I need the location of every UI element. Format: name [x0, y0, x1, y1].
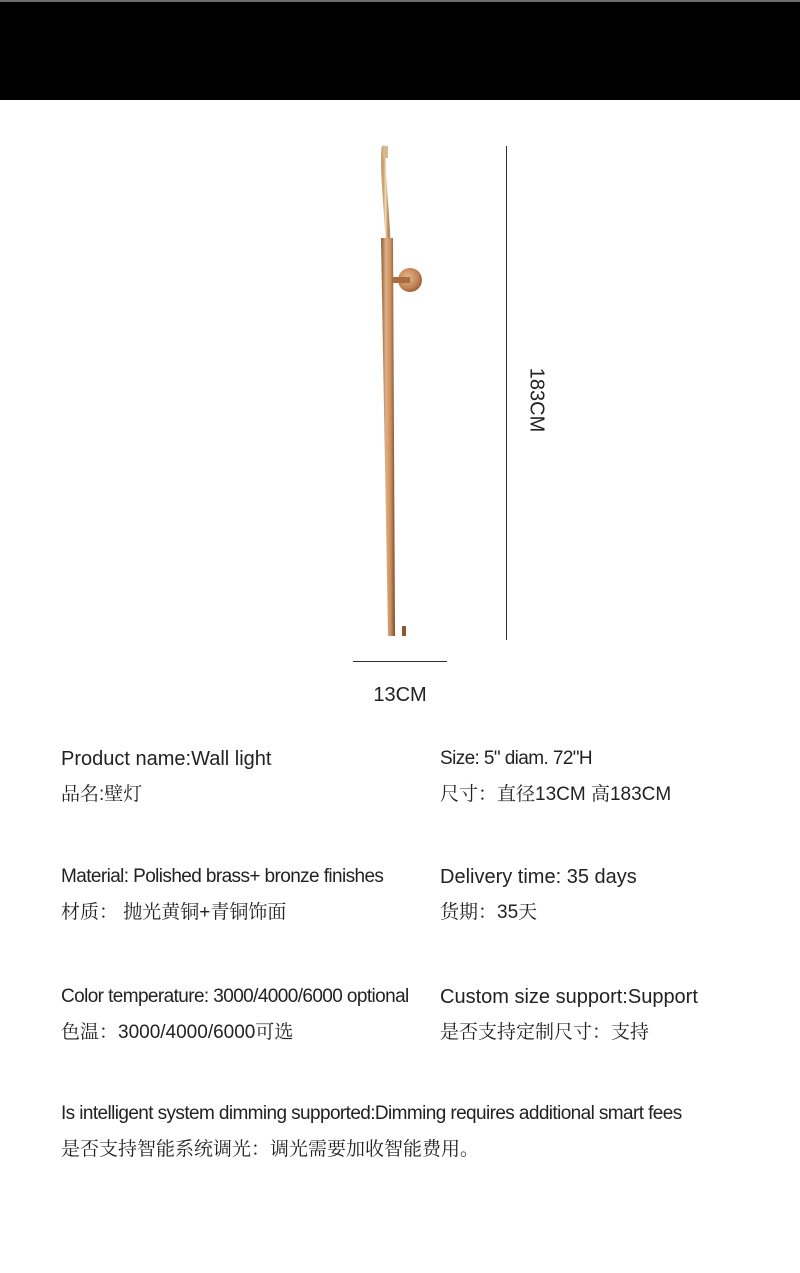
height-dimension-line	[506, 146, 507, 640]
spec-dimming-zh: 是否支持智能系统调光：调光需要加收智能费用。	[61, 1139, 480, 1160]
spec-material	[61, 865, 383, 925]
spec-size-zh: 尺寸：直径13CM 高183CM	[440, 784, 672, 805]
spec-dimming-en: Is intelligent system dimming supported:Dimming requires additional smart fees	[61, 1103, 682, 1124]
spec-delivery	[440, 865, 637, 925]
height-dimension-label: 183CM	[525, 367, 548, 433]
width-dimension-label: 13CM	[373, 684, 427, 706]
spec-delivery-en: Delivery time: 35 days	[440, 866, 637, 888]
spec-product-name-en: Product name:Wall light	[61, 748, 272, 770]
spec-custom-size	[440, 985, 698, 1045]
spec-color-temperature-en: Color temperature: 3000/4000/6000 optional	[61, 986, 409, 1007]
spec-size	[440, 747, 671, 807]
spec-product-name-zh: 品名:壁灯	[61, 784, 143, 805]
width-dimension-line	[353, 661, 447, 662]
spec-dimming	[61, 1102, 682, 1162]
wall-light-image	[360, 140, 440, 645]
spec-size-en: Size: 5" diam. 72"H	[440, 748, 593, 769]
spec-color-temperature	[61, 985, 409, 1045]
spec-material-en: Material: Polished brass+ bronze finishes	[61, 866, 384, 887]
spec-color-temperature-zh: 色温：3000/4000/6000可选	[61, 1022, 294, 1043]
spec-custom-size-zh: 是否支持定制尺寸：支持	[440, 1022, 650, 1043]
spec-custom-size-en: Custom size support:Support	[440, 986, 698, 1008]
spec-material-zh: 材质： 抛光黄铜+青铜饰面	[61, 902, 287, 923]
spec-delivery-zh: 货期：35天	[440, 902, 538, 923]
top-banner	[0, 0, 800, 100]
spec-product-name	[61, 747, 271, 807]
